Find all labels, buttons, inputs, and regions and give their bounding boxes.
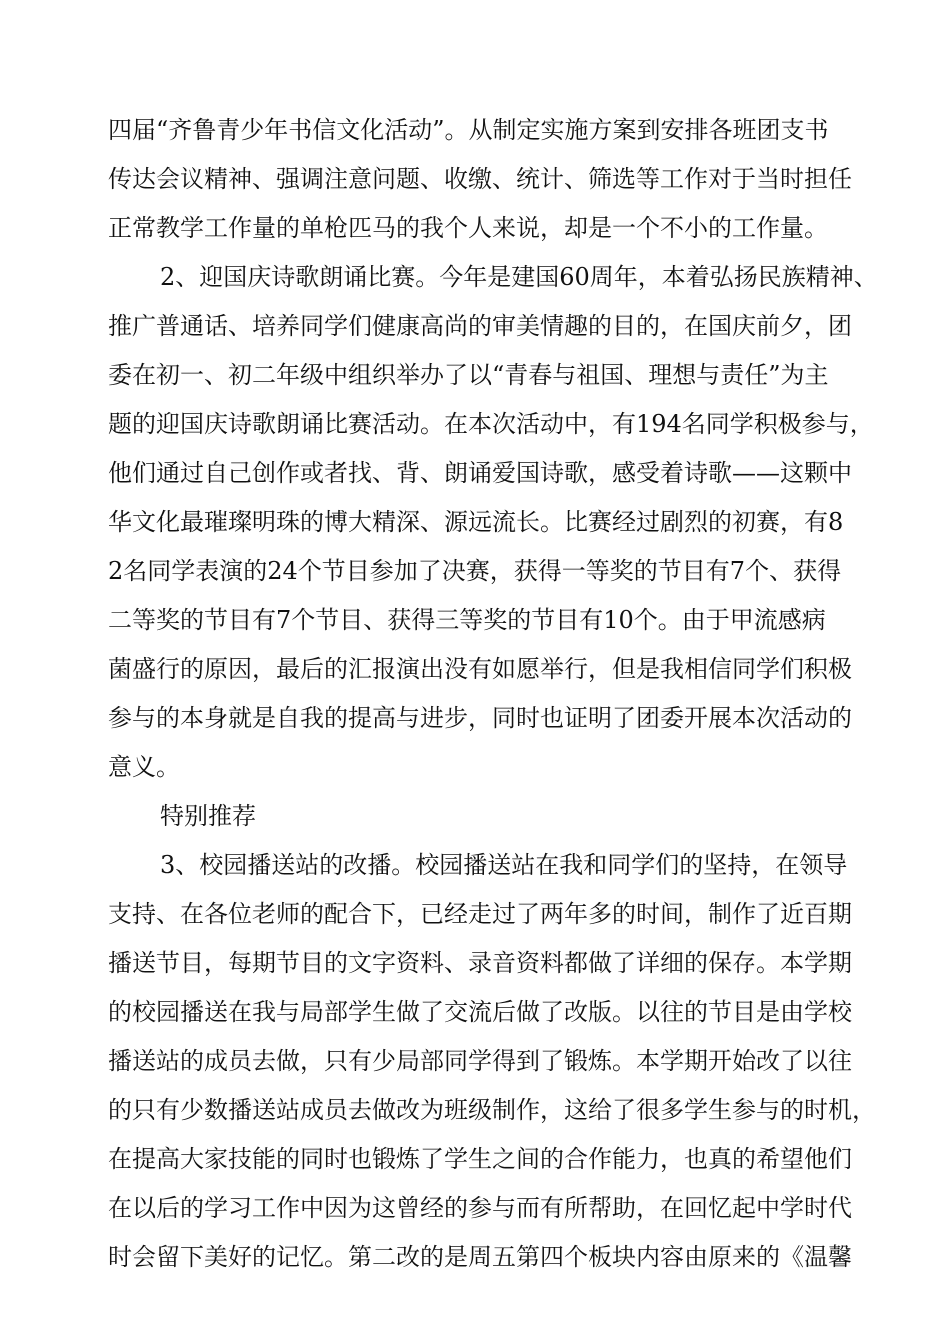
text-line: 推广普通话、培养同学们健康高尚的审美情趣的目的，在国庆前夕，团 [108,312,852,340]
text-line: 播送节目，每期节目的文字资料、录音资料都做了详细的保存。本学期 [108,949,852,977]
text-line: 二等奖的节目有7个节目、获得三等奖的节目有10个。由于甲流感病 [108,606,826,634]
section-heading: 特别推荐 [160,802,256,830]
text-line: 的只有少数播送站成员去做改为班级制作，这给了很多学生参与的时机， [108,1096,876,1124]
text-line: 播送站的成员去做，只有少局部同学得到了锻炼。本学期开始改了以往 [108,1047,852,1075]
text-line: 菌盛行的原因，最后的汇报演出没有如愿举行，但是我相信同学们积极 [108,655,852,683]
text-line: 题的迎国庆诗歌朗诵比赛活动。在本次活动中，有194名同学积极参与， [108,410,874,438]
text-line: 在提高大家技能的同时也锻炼了学生之间的合作能力，也真的希望他们 [108,1145,852,1173]
text-line: 正常教学工作量的单枪匹马的我个人来说，却是一个不小的工作量。 [108,214,828,242]
text-line: 时会留下美好的记忆。第二改的是周五第四个板块内容由原来的《温馨 [108,1243,852,1271]
text-line: 华文化最璀璨明珠的博大精深、源远流长。比赛经过剧烈的初赛，有8 [108,508,844,536]
text-line: 意义。 [108,753,180,781]
text-line: 参与的本身就是自我的提高与进步，同时也证明了团委开展本次活动的 [108,704,852,732]
text-line: 的校园播送在我与局部学生做了交流后做了改版。以往的节目是由学校 [108,998,852,1026]
paragraph-start: 3、校园播送站的改播。校园播送站在我和同学们的坚持，在领导 [160,851,848,879]
paragraph-start: 2、迎国庆诗歌朗诵比赛。今年是建国60周年，本着弘扬民族精神、 [160,263,878,291]
text-line: 他们通过自己创作或者找、背、朗诵爱国诗歌，感受着诗歌——这颗中 [108,459,852,487]
text-line: 支持、在各位老师的配合下，已经走过了两年多的时间，制作了近百期 [108,900,852,928]
text-line: 在以后的学习工作中因为这曾经的参与而有所帮助，在回忆起中学时代 [108,1194,852,1222]
text-line: 传达会议精神、强调注意问题、收缴、统计、筛选等工作对于当时担任 [108,165,852,193]
text-line: 2名同学表演的24个节目参加了决赛，获得一等奖的节目有7个、获得 [108,557,842,585]
text-line: 委在初一、初二年级中组织举办了以“青春与祖国、理想与责任”为主 [108,361,829,389]
text-line: 四届“齐鲁青少年书信文化活动”。从制定实施方案到安排各班团支书 [108,116,829,144]
